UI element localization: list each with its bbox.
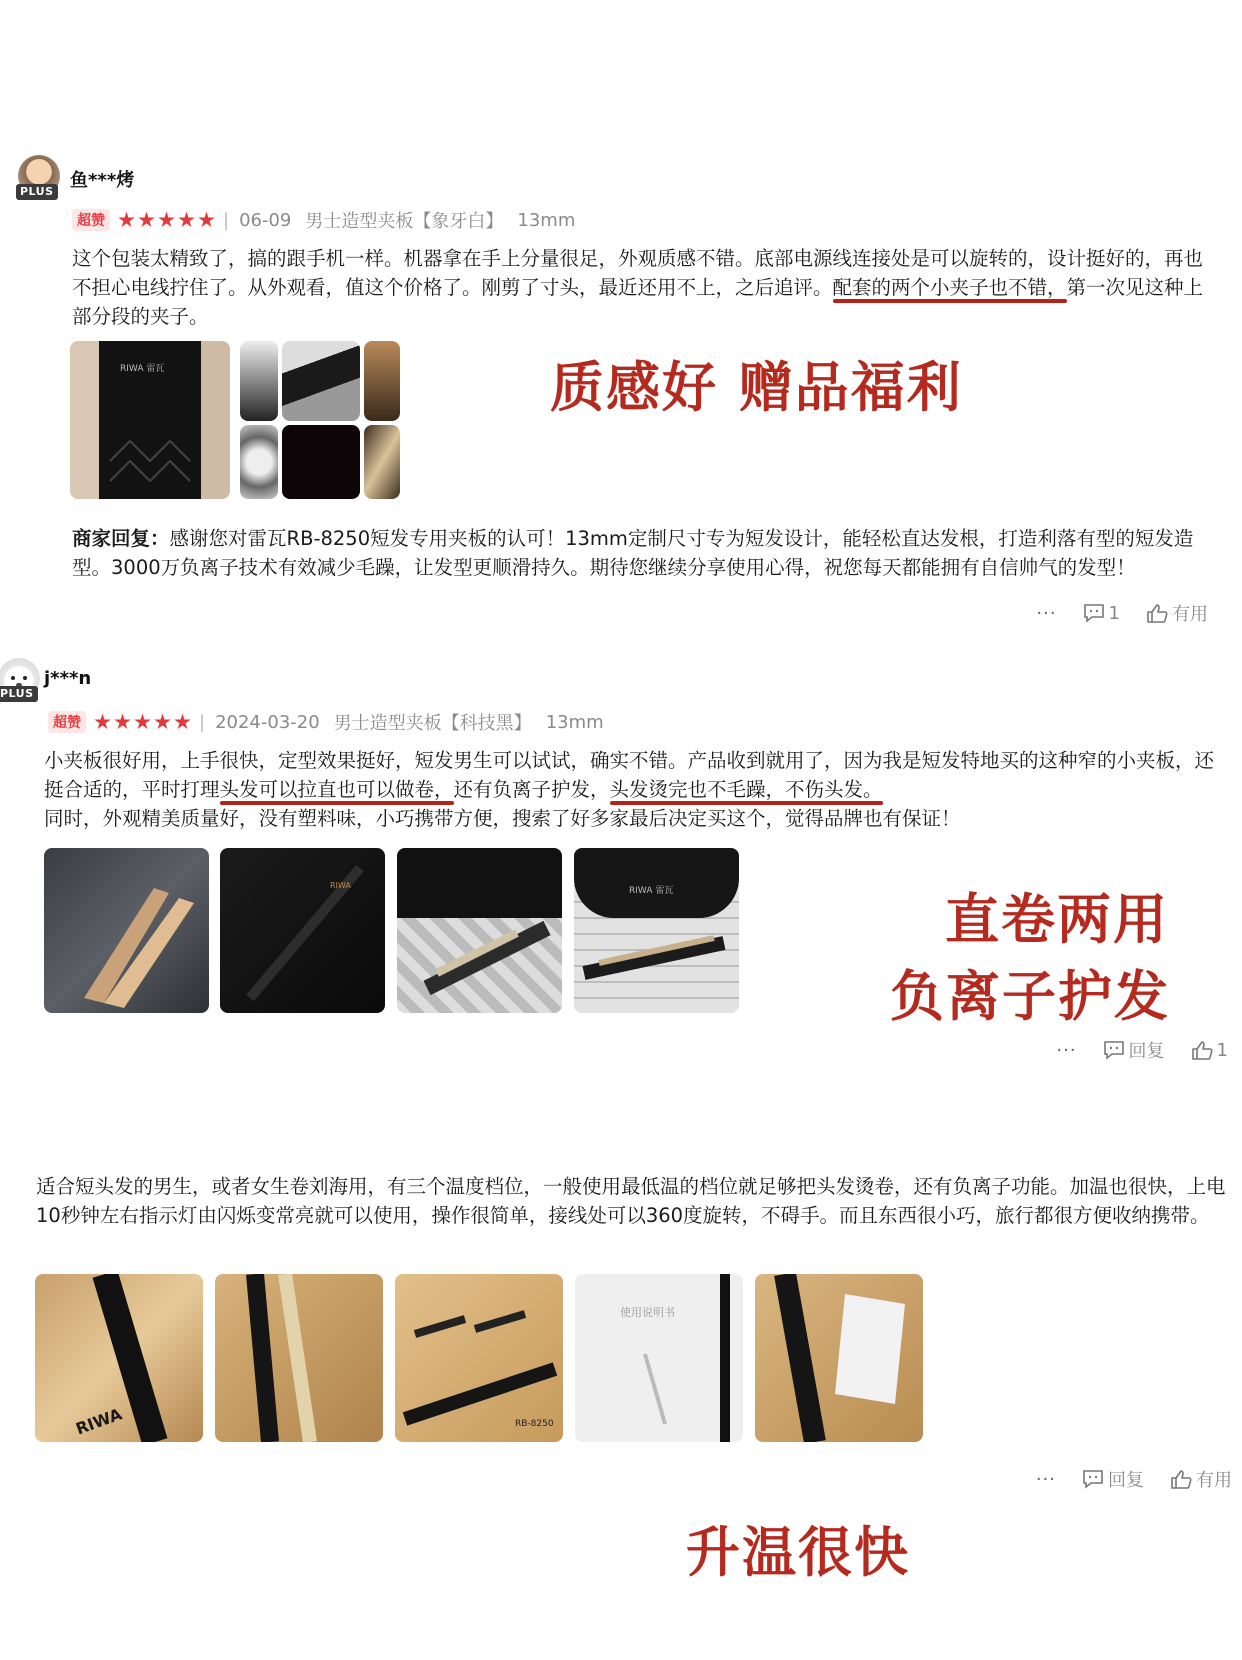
more-options-button[interactable]: ··· [1036, 602, 1057, 624]
photo-model-label: RB-8250 [515, 1419, 554, 1429]
highlight-underline: 配套的两个小夹子也不错， [832, 276, 1067, 299]
photo-manual-label: 使用说明书 [620, 1306, 675, 1319]
reply-label: 回复 [1128, 1041, 1165, 1062]
highlight-underline: 上电10秒钟左右指示灯由闪烁变常亮 [36, 1175, 1226, 1227]
review-text: 适合短头发的男生，或者女生卷刘海用，有三个温度档位，一般使用最低温的档位就足够把头发烫卷，还有负离子功能。加温也很快，上电10秒钟左右指示灯由闪烁变常亮就可以使用，操作很简单，接线处可以360度旋转，不碍手。而且东西很小巧，旅行都很方便收纳携带。 [36, 1175, 1226, 1227]
review-date: 06-09 [239, 209, 292, 231]
reply-label: 回复 [1108, 1470, 1144, 1491]
username[interactable]: 鱼***烤 [70, 170, 135, 191]
useful-label: 有用 [1172, 604, 1208, 625]
comment-icon [1082, 1469, 1104, 1489]
product-size: 13mm [545, 711, 604, 733]
rating-badge: 超赞 [72, 209, 110, 231]
rating-badge: 超赞 [48, 711, 86, 733]
product-variant: 男士造型夹板【象牙白】 [305, 211, 504, 232]
review-text: 小夹板很好用，上手很快，定型效果挺好，短发男生可以试试，确实不错。产品收到就用了，因为我是短发特地买的这种窄的小夹板，还挺合适的，平时打理头发可以拉直也可以做卷，还有负离子护发，头发烫完也不毛躁，不伤头发。 同时，外观精美质量好，没有塑料味，小巧携带方便，搜索了好多家最后决定买这个，觉得品牌也有保证！ [44, 749, 1215, 830]
more-options-button[interactable]: ··· [1056, 1039, 1077, 1061]
photo-brand-label: RIWA 雷瓦 [120, 364, 165, 374]
promo-caption: 直卷两用 [945, 888, 1169, 951]
separator: | [223, 209, 230, 231]
useful-label: 有用 [1196, 1470, 1232, 1491]
review-photo[interactable] [395, 1274, 563, 1442]
promo-caption: 负离子护发 [890, 965, 1170, 1028]
photo-brand-label: RIWA 雷瓦 [629, 886, 674, 896]
useful-button[interactable] [1170, 1466, 1232, 1492]
plus-badge: PLUS [0, 686, 38, 702]
like-count: 1 [1216, 1039, 1228, 1061]
review-date: 2024-03-20 [215, 711, 320, 733]
photo-brand-label: RIWA [73, 1404, 125, 1439]
username[interactable]: j***n [44, 668, 92, 689]
more-options-button[interactable]: ··· [1035, 1468, 1056, 1490]
highlight-underline: 头发可以拉直也可以做卷， [219, 778, 454, 801]
review-photo[interactable] [35, 1274, 203, 1442]
promo-caption: 升温很快 [686, 1521, 910, 1584]
separator: | [199, 711, 206, 733]
product-size: 13mm [517, 209, 576, 231]
merchant-reply-label: 商家回复： [72, 527, 170, 550]
review-text: 这个包装太精致了，搞的跟手机一样。机器拿在手上分量很足，外观质感不错。底部电源线连接处是可以旋转的，设计挺好的，再也不担心电线拧住了。从外观看，值这个价格了。刚剪了寸头，最近还用不上，之后追评。配套的两个小夹子也不错，第一次见这种上部分段的夹子。 [72, 247, 1204, 328]
plus-badge: PLUS [16, 184, 58, 200]
highlight-underline: 头发烫完也不毛躁，不伤头发。 [609, 778, 883, 801]
review-photo[interactable] [575, 1274, 743, 1442]
svg-text:RIWA: RIWA [330, 881, 351, 890]
reply-button[interactable] [1082, 1466, 1144, 1492]
product-variant: 男士造型夹板【科技黑】 [333, 713, 532, 734]
review-photo[interactable] [755, 1274, 923, 1442]
thumbs-up-icon [1170, 1469, 1192, 1489]
review-photo[interactable] [215, 1274, 383, 1442]
merchant-reply: 商家回复：感谢您对雷瓦RB-8250短发专用夹板的认可！13mm定制尺寸专为短发设计，能轻松直达发根，打造利落有型的短发造型。3000万负离子技术有效减少毛躁，让发型更顺滑持久。期待您继续分享使用心得，祝您每天都能拥有自信帅气的发型！ [72, 527, 1194, 579]
promo-caption: 质感好 赠品福利 [550, 356, 963, 419]
comment-count: 1 [1108, 602, 1120, 624]
review-actions [1036, 1466, 1232, 1492]
